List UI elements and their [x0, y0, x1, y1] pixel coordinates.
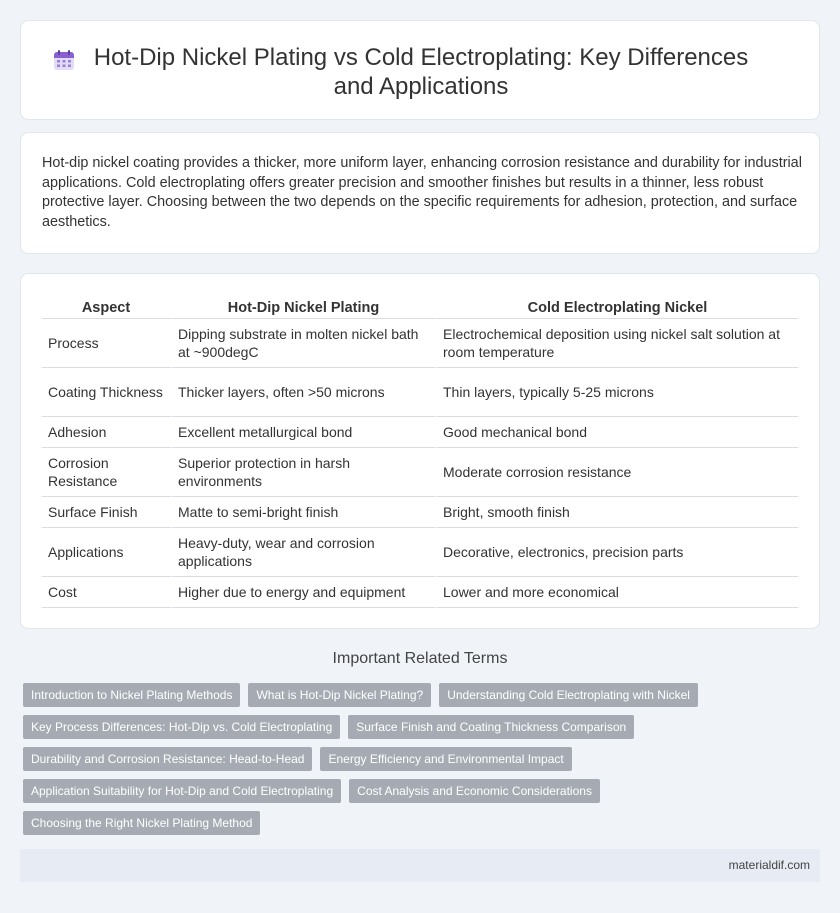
row-hot-dip-value: Matte to semi-bright finish — [172, 497, 437, 528]
row-aspect: Process — [42, 319, 172, 368]
title-card — [20, 20, 820, 120]
row-aspect: Corrosion Resistance — [42, 448, 172, 497]
related-term-tag[interactable]: What is Hot-Dip Nickel Plating? — [248, 683, 431, 707]
page-title: Hot-Dip Nickel Plating vs Cold Electroplating: Key Differences and Applications — [93, 44, 749, 100]
header-cold-electroplating: Cold Electroplating Nickel — [437, 297, 798, 319]
row-hot-dip-value: Excellent metallurgical bond — [172, 417, 437, 448]
row-cold-value: Good mechanical bond — [437, 417, 798, 448]
row-cold-value: Electrochemical deposition using nickel salt solution at room temperature — [437, 319, 798, 368]
table-row — [42, 528, 798, 577]
footer-site-link[interactable]: materialdif.com — [728, 858, 810, 872]
intro-card — [20, 132, 820, 254]
table-row — [42, 577, 798, 608]
header-hot-dip: Hot-Dip Nickel Plating — [172, 297, 437, 319]
intro-paragraph: Hot-dip nickel coating provides a thicker, more uniform layer, enhancing corrosion resistance and durability for industrial applications. Cold electroplating offers greater precision and smoother finishes but results in a thinner, less robust protective layer. Choosing between the two depends on the specific requirements for adhesion, protection, and surface aesthetics. — [42, 155, 802, 230]
header-aspect: Aspect — [42, 297, 172, 319]
comparison-card — [20, 273, 820, 629]
row-hot-dip-value: Superior protection in harsh environments — [172, 448, 437, 497]
related-term-tag[interactable]: Choosing the Right Nickel Plating Method — [23, 811, 260, 835]
related-terms-list — [23, 683, 823, 843]
related-term-tag[interactable]: Application Suitability for Hot-Dip and Cold Electroplating — [23, 779, 341, 803]
row-cold-value: Lower and more economical — [437, 577, 798, 608]
table-row — [42, 319, 798, 368]
related-term-tag[interactable]: Durability and Corrosion Resistance: Head-to-Head — [23, 747, 312, 771]
related-term-tag[interactable]: Surface Finish and Coating Thickness Comparison — [348, 715, 634, 739]
related-term-tag[interactable]: Key Process Differences: Hot-Dip vs. Cold Electroplating — [23, 715, 340, 739]
row-hot-dip-value: Thicker layers, often >50 microns — [172, 368, 437, 417]
row-aspect: Coating Thickness — [42, 368, 172, 417]
row-hot-dip-value: Dipping substrate in molten nickel bath at ~900degC — [172, 319, 437, 368]
table-row — [42, 448, 798, 497]
row-cold-value: Thin layers, typically 5-25 microns — [437, 368, 798, 417]
row-cold-value: Decorative, electronics, precision parts — [437, 528, 798, 577]
table-row — [42, 368, 798, 417]
related-term-tag[interactable]: Introduction to Nickel Plating Methods — [23, 683, 240, 707]
related-term-tag[interactable]: Energy Efficiency and Environmental Impact — [320, 747, 571, 771]
row-aspect: Surface Finish — [42, 497, 172, 528]
comparison-table — [42, 297, 798, 608]
related-term-tag[interactable]: Understanding Cold Electroplating with Nickel — [439, 683, 698, 707]
row-cold-value: Bright, smooth finish — [437, 497, 798, 528]
row-aspect: Cost — [42, 577, 172, 608]
related-terms-title: Important Related Terms — [332, 650, 508, 667]
related-term-tag[interactable]: Cost Analysis and Economic Considerations — [349, 779, 600, 803]
row-cold-value: Moderate corrosion resistance — [437, 448, 798, 497]
row-hot-dip-value: Heavy-duty, wear and corrosion applications — [172, 528, 437, 577]
row-hot-dip-value: Higher due to energy and equipment — [172, 577, 437, 608]
row-aspect: Adhesion — [42, 417, 172, 448]
footer — [20, 849, 820, 882]
row-aspect: Applications — [42, 528, 172, 577]
table-header-row — [42, 297, 798, 319]
table-row — [42, 417, 798, 448]
table-row — [42, 497, 798, 528]
